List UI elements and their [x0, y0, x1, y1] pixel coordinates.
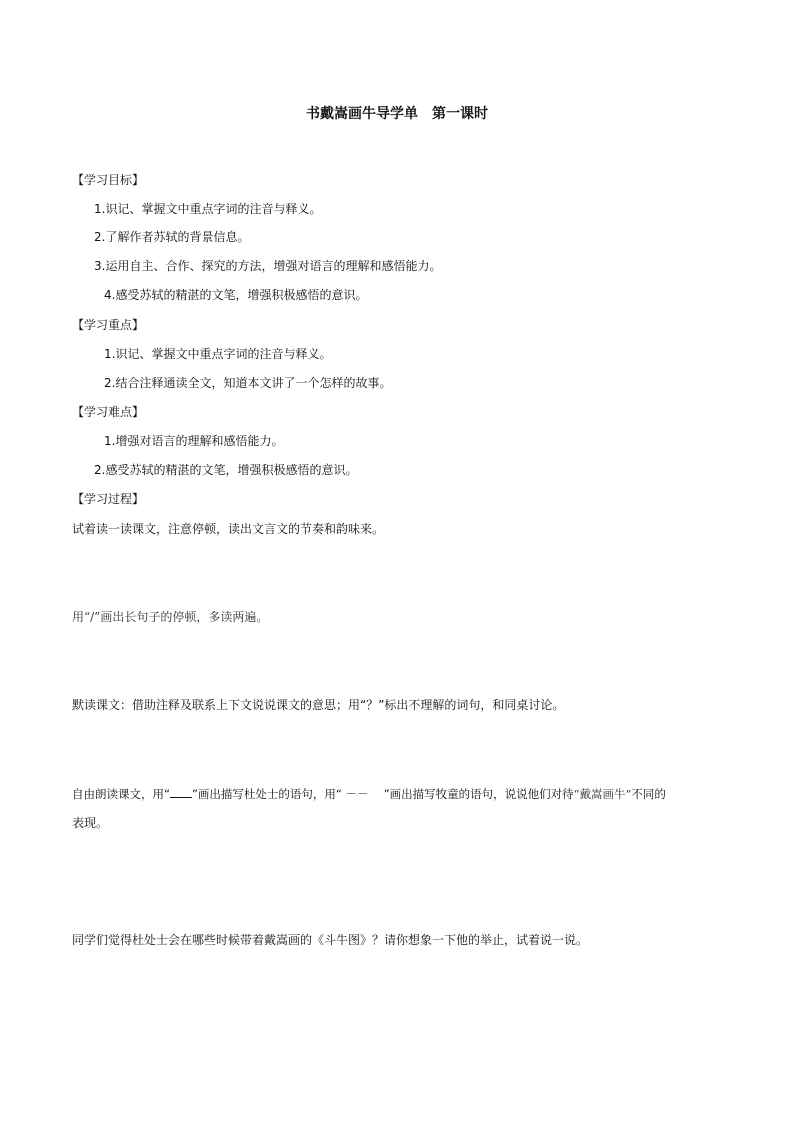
objective-item-1: 1.识记、掌握文中重点字词的注音与释义。 — [94, 202, 322, 216]
process-task-3-line-2: 表现。 — [72, 816, 109, 830]
task-3-quote: “戴嵩画牛” — [573, 787, 632, 801]
difficulty-item-1: 1.增强对语言的理解和感悟能力。 — [104, 434, 284, 448]
objective-item-4: 4.感受苏轼的精湛的文笔，增强积极感悟的意识。 — [104, 288, 368, 302]
process-task-4: 同学们觉得杜处士会在哪些时候带着戴嵩画的《斗牛图》？请你想象一下他的举止，试着说一说。 — [72, 933, 589, 947]
objective-item-3: 3.运用自主、合作、探究的方法，增强对语言的理解和感悟能力。 — [94, 259, 442, 273]
process-task-3-line-1 — [72, 786, 666, 802]
process-heading: 【学习过程】 — [72, 492, 145, 506]
task-3-part-2: ”画出描写杜处士的语句，用“ －－ ”画出描写牧童的语句，说说他们对待 — [191, 787, 574, 801]
task-3-part-1: 自由朗读课文，用“ — [72, 787, 170, 801]
process-task-1: 用“/”画出长句子的停顿，多读两遍。 — [72, 610, 269, 624]
key-point-item-2: 2.结合注释通读全文，知道本文讲了一个怎样的故事。 — [104, 376, 392, 390]
objective-item-2: 2.了解作者苏轼的背景信息。 — [94, 230, 250, 244]
document-title: 书戴嵩画牛导学单 第一课时 — [306, 106, 488, 122]
difficulties-heading: 【学习难点】 — [72, 405, 145, 419]
objectives-heading: 【学习目标】 — [72, 173, 145, 187]
difficulty-item-2: 2.感受苏轼的精湛的文笔，增强积极感悟的意识。 — [94, 463, 358, 477]
process-intro: 试着读一读课文，注意停顿，读出文言文的节奏和韵味来。 — [72, 522, 385, 536]
process-task-2: 默读课文：借助注释及联系上下文说说课文的意思；用“？”标出不理解的词句，和同桌讨论。 — [72, 698, 565, 712]
key-points-heading: 【学习重点】 — [72, 318, 145, 332]
task-3-part-3: 不同的 — [631, 787, 666, 801]
underline-mark — [170, 787, 192, 798]
key-point-item-1: 1.识记、掌握文中重点字词的注音与释义。 — [104, 347, 332, 361]
